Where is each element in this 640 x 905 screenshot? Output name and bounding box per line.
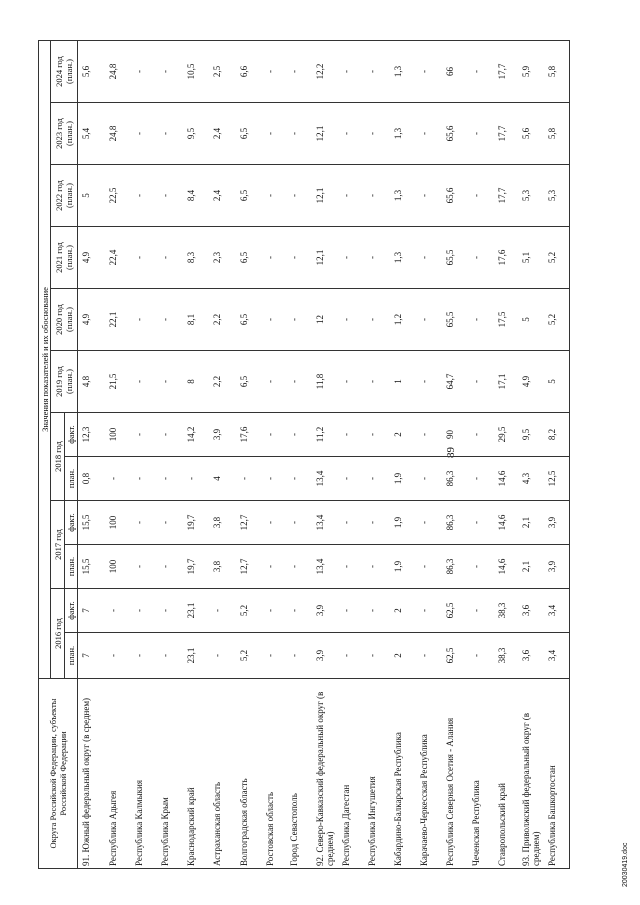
row-value-cell: - [157, 501, 183, 545]
row-value-cell: 14,2 [183, 413, 209, 457]
row-value-cell: - [105, 457, 131, 501]
table-body [78, 40, 570, 868]
row-value-cell: 6,5 [236, 351, 262, 413]
row-region-name: Карачаево-Черкесская Республика [416, 679, 442, 869]
row-value-cell: - [468, 351, 494, 413]
row-value-cell: - [338, 227, 364, 289]
row-value-cell: - [468, 457, 494, 501]
row-value-cell: 17,6 [494, 227, 518, 289]
row-value-cell: - [416, 289, 442, 351]
row-value-cell: - [262, 589, 286, 633]
row-value-cell: - [131, 289, 157, 351]
row-region-name: 91. Южный федеральный округ (в среднем) [78, 679, 105, 869]
row-value-cell: 38,3 [494, 633, 518, 679]
row-value-cell: - [286, 501, 312, 545]
row-value-cell: 13,4 [312, 545, 338, 589]
row-value-cell: - [468, 545, 494, 589]
row-value-cell: - [262, 633, 286, 679]
table-row [78, 40, 105, 868]
row-value-cell: - [131, 165, 157, 227]
row-value-cell: 7 [78, 589, 105, 633]
row-value-cell: - [286, 103, 312, 165]
row-value-cell: 17,1 [494, 351, 518, 413]
row-value-cell: - [131, 40, 157, 102]
header-2017-fact: факт. [65, 501, 78, 545]
row-value-cell: - [338, 40, 364, 102]
row-value-cell: - [416, 589, 442, 633]
row-value-cell: - [416, 103, 442, 165]
row-value-cell: 5,1 [518, 227, 544, 289]
row-value-cell: 15,5 [78, 545, 105, 589]
row-value-cell: - [157, 633, 183, 679]
row-value-cell: 2,4 [209, 165, 236, 227]
row-value-cell: - [468, 103, 494, 165]
row-value-cell: - [286, 40, 312, 102]
row-value-cell: 29,5 [494, 413, 518, 457]
row-value-cell: 9,5 [518, 413, 544, 457]
row-value-cell: - [262, 351, 286, 413]
row-value-cell: - [338, 289, 364, 351]
header-2016-plan: план. [65, 633, 78, 679]
row-value-cell: 3,9 [312, 589, 338, 633]
row-value-cell: - [286, 457, 312, 501]
table-row [468, 40, 494, 868]
footer-filename: 20030419.doc [622, 842, 629, 887]
row-value-cell: 9,5 [183, 103, 209, 165]
row-value-cell: - [338, 633, 364, 679]
table-row [416, 40, 442, 868]
row-value-cell: 8,2 [544, 413, 570, 457]
row-region-name: Город Севастополь [286, 679, 312, 869]
row-value-cell: 5,9 [518, 40, 544, 102]
row-value-cell: 5 [544, 351, 570, 413]
row-value-cell: - [286, 289, 312, 351]
row-value-cell: - [157, 227, 183, 289]
header-year-2021: 2021 год (план.) [51, 227, 78, 289]
row-value-cell: - [131, 227, 157, 289]
table-row [286, 40, 312, 868]
row-value-cell: 12,5 [544, 457, 570, 501]
row-value-cell: - [157, 103, 183, 165]
row-value-cell: 5,2 [544, 227, 570, 289]
row-value-cell: 11,2 [312, 413, 338, 457]
row-region-name: Чеченская Республика [468, 679, 494, 869]
row-value-cell: - [338, 103, 364, 165]
row-value-cell: 4 [209, 457, 236, 501]
row-value-cell: 8,3 [183, 227, 209, 289]
row-value-cell: 100 [105, 545, 131, 589]
row-value-cell: - [338, 457, 364, 501]
row-value-cell: - [364, 545, 390, 589]
row-value-cell: - [157, 289, 183, 351]
row-value-cell: - [131, 351, 157, 413]
row-region-name: Республика Ингушетия [364, 679, 390, 869]
row-value-cell: - [236, 457, 262, 501]
row-value-cell: 19,7 [183, 545, 209, 589]
row-value-cell: 3,6 [518, 633, 544, 679]
row-value-cell: 2,2 [209, 351, 236, 413]
row-value-cell: - [364, 103, 390, 165]
row-value-cell: - [338, 589, 364, 633]
row-region-name: 93. Приволжский федеральный округ (в среднем) [518, 679, 544, 869]
row-value-cell: - [364, 589, 390, 633]
row-value-cell: 2,1 [518, 545, 544, 589]
row-value-cell: 6,6 [236, 40, 262, 102]
row-value-cell: - [364, 351, 390, 413]
row-value-cell: 1,9 [390, 457, 416, 501]
row-value-cell: - [131, 589, 157, 633]
row-region-name: Республика Башкортостан [544, 679, 570, 869]
row-value-cell: 5,8 [544, 40, 570, 102]
table-row [131, 40, 157, 868]
row-region-name: Республика Адыгея [105, 679, 131, 869]
header-year-2017: 2017 год [51, 501, 65, 589]
row-value-cell: - [131, 457, 157, 501]
row-value-cell: - [183, 457, 209, 501]
row-value-cell: - [416, 545, 442, 589]
row-value-cell: 1,3 [390, 40, 416, 102]
row-value-cell: 3,8 [209, 545, 236, 589]
row-value-cell: 11,8 [312, 351, 338, 413]
row-value-cell: 5,3 [518, 165, 544, 227]
row-value-cell: - [286, 165, 312, 227]
row-value-cell: 12,7 [236, 501, 262, 545]
row-value-cell: 3,9 [544, 501, 570, 545]
header-2018-fact: факт. [65, 413, 78, 457]
row-value-cell: - [262, 289, 286, 351]
header-year-2019: 2019 год (план.) [51, 351, 78, 413]
row-value-cell: - [105, 589, 131, 633]
row-value-cell: 86,3 [442, 501, 468, 545]
row-value-cell: 5,3 [544, 165, 570, 227]
row-value-cell: - [416, 501, 442, 545]
row-value-cell: 65,6 [442, 165, 468, 227]
row-value-cell: - [338, 165, 364, 227]
row-value-cell: 1,3 [390, 103, 416, 165]
row-value-cell: 100 [105, 501, 131, 545]
row-value-cell: - [468, 633, 494, 679]
row-value-cell: 5 [518, 289, 544, 351]
table-row [209, 40, 236, 868]
row-value-cell: 62,5 [442, 589, 468, 633]
row-value-cell: - [416, 413, 442, 457]
row-value-cell: 17,7 [494, 40, 518, 102]
row-value-cell: 6,5 [236, 103, 262, 165]
row-value-cell: 64,7 [442, 351, 468, 413]
row-value-cell: - [364, 501, 390, 545]
row-value-cell: 90 [442, 413, 468, 457]
row-value-cell: 22,5 [105, 165, 131, 227]
table-row [157, 40, 183, 868]
row-value-cell: - [262, 413, 286, 457]
row-value-cell: 6,5 [236, 227, 262, 289]
row-value-cell: - [468, 289, 494, 351]
row-value-cell: 4,9 [78, 289, 105, 351]
row-value-cell: 3,4 [544, 589, 570, 633]
row-region-name: 92. Северо-Кавказский федеральный округ (в среднем) [312, 679, 338, 869]
row-value-cell: - [468, 165, 494, 227]
table-row [390, 40, 416, 868]
indicator-table [38, 40, 570, 869]
row-region-name: Краснодарский край [183, 679, 209, 869]
row-value-cell: - [262, 165, 286, 227]
row-value-cell: 4,9 [78, 227, 105, 289]
row-value-cell: - [416, 227, 442, 289]
row-value-cell: 1,2 [390, 289, 416, 351]
row-value-cell: - [262, 103, 286, 165]
row-value-cell: - [131, 413, 157, 457]
row-value-cell: 12,2 [312, 40, 338, 102]
table-row [312, 40, 338, 868]
row-value-cell: 1 [390, 351, 416, 413]
row-region-name: Республика Северная Осетия - Алания [442, 679, 468, 869]
row-value-cell: 2,1 [518, 501, 544, 545]
row-value-cell: 15,5 [78, 501, 105, 545]
row-region-name: Волгоградская область [236, 679, 262, 869]
row-value-cell: 12,7 [236, 545, 262, 589]
row-value-cell: 10,5 [183, 40, 209, 102]
row-value-cell: - [468, 501, 494, 545]
row-value-cell: 3,9 [209, 413, 236, 457]
row-value-cell: - [338, 413, 364, 457]
row-value-cell: - [364, 40, 390, 102]
row-value-cell: - [416, 165, 442, 227]
row-value-cell: 3,8 [209, 501, 236, 545]
row-value-cell: - [262, 227, 286, 289]
row-region-name: Республика Калмыкия [131, 679, 157, 869]
row-value-cell: - [209, 633, 236, 679]
row-value-cell: - [262, 501, 286, 545]
row-value-cell: - [416, 457, 442, 501]
header-year-2024: 2024 год (план.) [51, 40, 78, 102]
row-value-cell: 17,7 [494, 103, 518, 165]
row-value-cell: - [364, 165, 390, 227]
row-value-cell: 0,8 [78, 457, 105, 501]
row-value-cell: - [364, 633, 390, 679]
row-region-name: Ростовская область [262, 679, 286, 869]
row-value-cell: 2,3 [209, 227, 236, 289]
row-value-cell: - [131, 501, 157, 545]
header-year-2023: 2023 год (план.) [51, 103, 78, 165]
row-value-cell: 65,5 [442, 289, 468, 351]
row-value-cell: 12,3 [78, 413, 105, 457]
row-value-cell: 17,6 [236, 413, 262, 457]
header-values: Значения показателей и их обоснование [39, 40, 51, 678]
row-value-cell: - [157, 165, 183, 227]
table-row [364, 40, 390, 868]
row-value-cell: 38,3 [494, 589, 518, 633]
row-value-cell: - [468, 589, 494, 633]
row-value-cell: 7 [78, 633, 105, 679]
row-value-cell: 4,8 [78, 351, 105, 413]
row-value-cell: 2,5 [209, 40, 236, 102]
row-value-cell: - [157, 589, 183, 633]
row-value-cell: 2 [390, 413, 416, 457]
row-value-cell: 12,1 [312, 227, 338, 289]
row-value-cell: - [286, 633, 312, 679]
row-value-cell: 100 [105, 413, 131, 457]
header-region-column: Округа Российской Федерации, субъекты Российской Федерации [39, 679, 78, 869]
row-value-cell: 2,4 [209, 103, 236, 165]
row-value-cell: 21,5 [105, 351, 131, 413]
table-row [442, 40, 468, 868]
row-value-cell: 14,6 [494, 501, 518, 545]
row-value-cell: - [131, 103, 157, 165]
row-value-cell: 13,4 [312, 457, 338, 501]
row-value-cell: - [468, 413, 494, 457]
row-value-cell: - [338, 351, 364, 413]
row-value-cell: - [262, 457, 286, 501]
row-value-cell: 65,5 [442, 227, 468, 289]
row-value-cell: - [131, 545, 157, 589]
row-value-cell: - [286, 545, 312, 589]
row-value-cell: 12,1 [312, 165, 338, 227]
row-value-cell: - [416, 40, 442, 102]
header-2017-plan: план. [65, 545, 78, 589]
row-value-cell: 23,1 [183, 589, 209, 633]
row-value-cell: 24,8 [105, 40, 131, 102]
row-value-cell: 12,1 [312, 103, 338, 165]
row-value-cell: - [157, 413, 183, 457]
header-year-2020: 2020 год (план.) [51, 289, 78, 351]
row-value-cell: 4,9 [518, 351, 544, 413]
row-value-cell: 19,7 [183, 501, 209, 545]
header-year-2016: 2016 год [51, 589, 65, 679]
row-value-cell: 86,3 [442, 457, 468, 501]
row-value-cell: - [157, 40, 183, 102]
header-year-2022: 2022 год (план.) [51, 165, 78, 227]
row-value-cell: - [364, 457, 390, 501]
row-value-cell: - [364, 413, 390, 457]
row-value-cell: 5,8 [544, 103, 570, 165]
row-region-name: Кабардино-Балкарская Республика [390, 679, 416, 869]
row-value-cell: 1,9 [390, 545, 416, 589]
row-value-cell: - [338, 501, 364, 545]
row-value-cell: - [157, 545, 183, 589]
table-row [518, 40, 544, 868]
row-value-cell: 62,5 [442, 633, 468, 679]
row-value-cell: - [416, 351, 442, 413]
row-value-cell: 5,2 [236, 589, 262, 633]
row-value-cell: 3,9 [544, 545, 570, 589]
row-value-cell: - [286, 413, 312, 457]
row-value-cell: 6,5 [236, 165, 262, 227]
row-value-cell: 24,8 [105, 103, 131, 165]
row-value-cell: 2 [390, 589, 416, 633]
table-row [494, 40, 518, 868]
row-value-cell: 23,1 [183, 633, 209, 679]
row-region-name: Республика Дагестан [338, 679, 364, 869]
row-value-cell: - [286, 589, 312, 633]
row-value-cell: - [209, 589, 236, 633]
table-row [262, 40, 286, 868]
row-region-name: Астраханская область [209, 679, 236, 869]
row-value-cell: 5,6 [78, 40, 105, 102]
row-value-cell: - [416, 633, 442, 679]
header-year-2018: 2018 год [51, 413, 65, 501]
row-value-cell: 66 [442, 40, 468, 102]
row-value-cell: 12 [312, 289, 338, 351]
row-value-cell: 1,3 [390, 227, 416, 289]
row-value-cell: - [286, 227, 312, 289]
row-value-cell: 5,2 [544, 289, 570, 351]
row-value-cell: 22,4 [105, 227, 131, 289]
row-value-cell: 14,6 [494, 545, 518, 589]
row-value-cell: - [131, 633, 157, 679]
row-value-cell: 5 [78, 165, 105, 227]
row-value-cell: - [468, 227, 494, 289]
row-value-cell: 5,4 [78, 103, 105, 165]
row-value-cell: - [364, 289, 390, 351]
row-region-name: Ставропольский край [494, 679, 518, 869]
row-value-cell: - [157, 457, 183, 501]
row-value-cell: 8,1 [183, 289, 209, 351]
header-2018-plan: план. [65, 457, 78, 501]
row-value-cell: 8,4 [183, 165, 209, 227]
row-value-cell: 2 [390, 633, 416, 679]
row-value-cell: 1,3 [390, 165, 416, 227]
row-value-cell: 17,5 [494, 289, 518, 351]
row-value-cell: 22,1 [105, 289, 131, 351]
row-value-cell: - [468, 40, 494, 102]
row-value-cell: - [364, 227, 390, 289]
row-value-cell: 3,4 [544, 633, 570, 679]
row-value-cell: 3,6 [518, 589, 544, 633]
table-row [236, 40, 262, 868]
row-value-cell: 17,7 [494, 165, 518, 227]
row-value-cell: - [105, 633, 131, 679]
table-row [183, 40, 209, 868]
row-value-cell: - [338, 545, 364, 589]
row-value-cell: 5,6 [518, 103, 544, 165]
row-value-cell: 5,2 [236, 633, 262, 679]
row-value-cell: 13,4 [312, 501, 338, 545]
row-region-name: Республика Крым [157, 679, 183, 869]
row-value-cell: 4,3 [518, 457, 544, 501]
row-value-cell: 3,9 [312, 633, 338, 679]
row-value-cell: - [286, 351, 312, 413]
page-number: 89 [445, 447, 457, 458]
row-value-cell: 2,2 [209, 289, 236, 351]
row-value-cell: 65,6 [442, 103, 468, 165]
row-value-cell: - [262, 545, 286, 589]
row-value-cell: 1,9 [390, 501, 416, 545]
row-value-cell: - [157, 351, 183, 413]
row-value-cell: - [262, 40, 286, 102]
table-row [544, 40, 570, 868]
table-row [338, 40, 364, 868]
table-row [105, 40, 131, 868]
row-value-cell: 6,5 [236, 289, 262, 351]
row-value-cell: 86,3 [442, 545, 468, 589]
row-value-cell: 14,6 [494, 457, 518, 501]
row-value-cell: 8 [183, 351, 209, 413]
header-2016-fact: факт. [65, 589, 78, 633]
